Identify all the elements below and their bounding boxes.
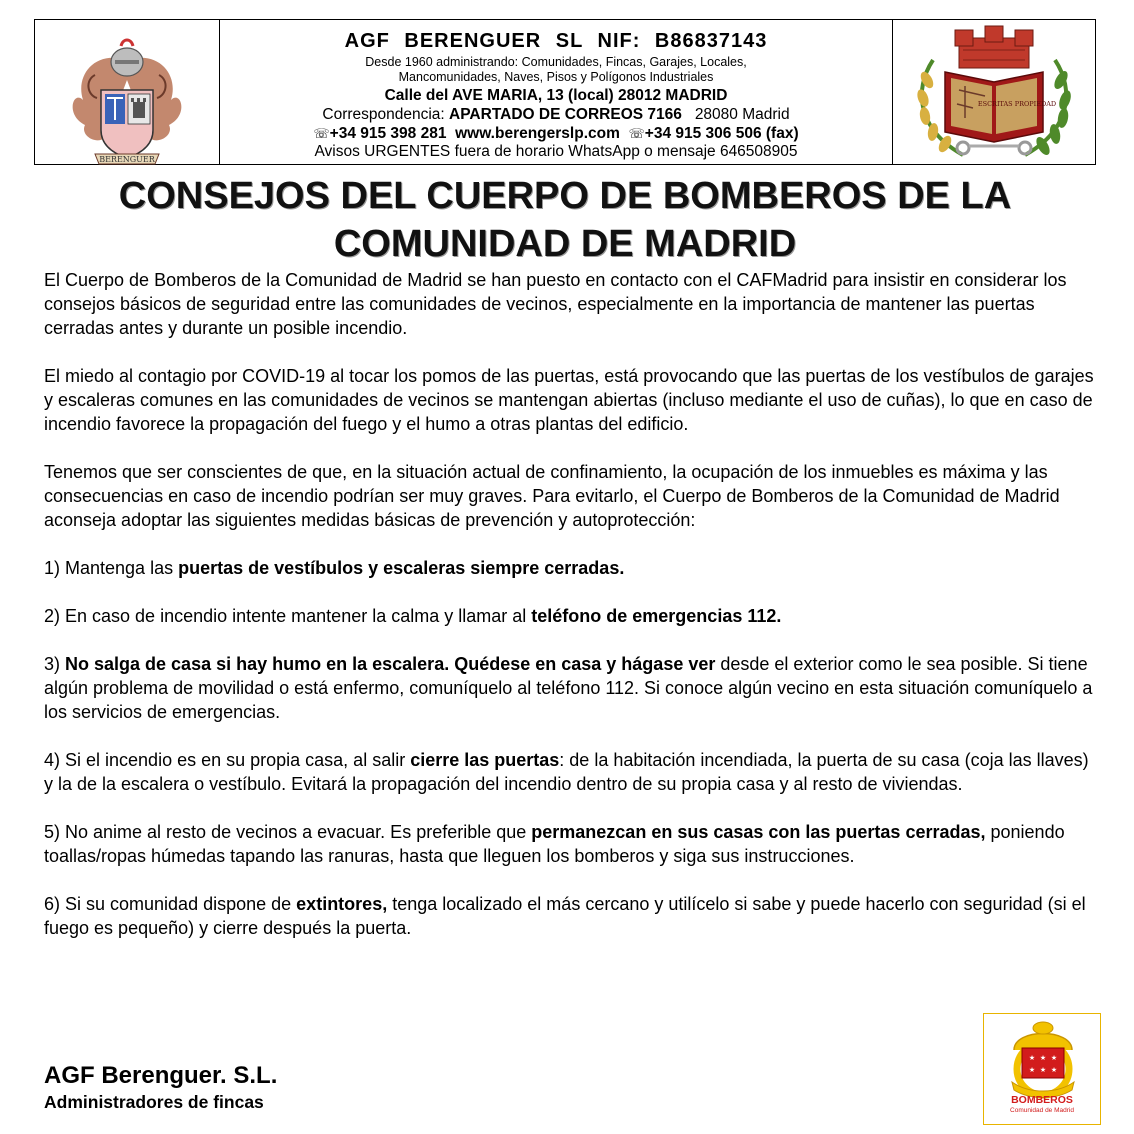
advice-item-6 [44,892,1094,940]
property-administrators-emblem-icon [892,20,1095,164]
paragraph-intro: El Cuerpo de Bomberos de la Comunidad de Madrid se han puesto en contacto con el CAFMadrid para insistir en considerar los consejos básicos de seguridad entre las comunidades de vecinos, especialmente en la importancia de mantener las puertas cerradas antes y durante un posible incendio. [44,270,1067,338]
company-address: Calle del AVE MARIA, 13 (local) 28012 MADRID [384,87,728,104]
correspondence-label: Correspondencia: [322,105,445,123]
advice-emphasis: puertas de vestíbulos y escaleras siempre cerradas. [178,558,625,578]
svg-text:★: ★ [1050,1054,1058,1062]
correspondence-city: 28080 Madrid [694,105,790,123]
website[interactable]: www.berengerslp.com [455,124,620,142]
advice-item-4 [44,748,1094,796]
correspondence-line [220,106,892,124]
paragraph-covid: El miedo al contagio por COVID-19 al tocar los pomos de las puertas, está provocando que las puertas de los vestíbulos de garajes y escaleras comunes en las comunidades de vecinos se mantengan abiertas (incluso mediante el uso de cuñas), lo que en caso de incendio favorece la propagación del fuego y el humo a otras plantas del edificio. [44,366,1094,434]
ribbon-text: BERENGUER [99,155,155,164]
fax-number: +34 915 306 506 (fax) [644,124,799,142]
advice-text: : de la habitación incendiada, la puerta de su casa (coja las llaves) y la de la escalera o vestíbulo. Evitará la propagación del incendio dentro de su propia casa y al resto de viviendas. [44,750,1089,794]
advice-emphasis: extintores, [296,894,388,914]
svg-text:★: ★ [1050,1066,1058,1074]
company-description-1: Desde 1960 administrando: Comunidades, Fincas, Garajes, Locales, [365,55,747,69]
company-name: AGF BERENGUER SL NIF: B86837143 [344,30,768,52]
advice-text: 6) Si su comunidad dispone de [44,894,297,914]
advice-text: 3) [44,654,66,674]
document-body [44,268,1094,940]
urgent-notice: Avisos URGENTES fuera de horario WhatsApp o mensaje 646508905 [314,143,798,161]
advice-item-3 [44,652,1094,724]
bomberos-sublabel: Comunidad de Madrid [1010,1107,1074,1114]
coat-of-arms-icon [35,20,220,164]
telephone-icon: ☏ [628,125,645,141]
advice-text: poniendo toallas/ropas húmedas tapando las ranuras, hasta que lleguen los bomberos y siga sus instrucciones. [44,822,1065,866]
letterhead [34,19,1096,165]
advice-emphasis: No salga de casa si hay humo en la escalera. Quédese en casa y hágase ver [65,654,716,674]
advice-emphasis: cierre las puertas [410,750,560,770]
advice-emphasis: teléfono de emergencias 112. [531,606,782,626]
advice-emphasis: permanezcan en sus casas con las puertas cerradas, [531,822,986,842]
signature-company: AGF Berenguer. S.L. [44,1062,278,1089]
advice-text: tenga localizado el más cercano y utilícelo si sabe y puede hacerlo con seguridad (si el fuego es pequeño) y cierre después la puerta. [44,894,1086,938]
telephone-icon: ☏ [313,125,330,141]
company-description-2: Mancomunidades, Naves, Pisos y Polígonos Industriales [398,70,714,84]
advice-text: 5) No anime al resto de vecinos a evacuar. Es preferible que [44,822,532,842]
advice-item-2 [44,604,1094,628]
advice-text: 4) Si el incendio es en su propia casa, al salir [44,750,411,770]
svg-text:★: ★ [1039,1066,1047,1074]
svg-text:★: ★ [1028,1054,1036,1062]
svg-text:★: ★ [1039,1054,1047,1062]
advice-text: 2) En caso de incendio intente mantener la calma y llamar al [44,606,532,626]
advice-text: 1) Mantenga las [44,558,179,578]
firefighters-badge-icon [983,1013,1101,1125]
advice-item-1 [44,556,1094,580]
svg-text:★: ★ [1028,1066,1036,1074]
book-text: ESCRITAS PROPIEDAD [977,100,1057,108]
signature-role: Administradores de fincas [44,1092,264,1112]
document-title: CONSEJOS DEL CUERPO DE BOMBEROS DE LA COMUNIDAD DE MADRID [118,175,1012,265]
advice-item-5 [44,820,1094,868]
advice-text: desde el exterior como le sea posible. Si tiene algún problema de movilidad o está enfermo, comuníquelo al teléfono 112. Si conoce algún vecino en esta situación comuníquelo a los servicios de emergencias. [44,654,1093,722]
correspondence-value: APARTADO DE CORREOS 7166 [449,105,682,123]
phone-number: +34 915 398 281 [329,124,447,142]
company-info [220,20,892,164]
paragraph-context: Tenemos que ser conscientes de que, en la situación actual de confinamiento, la ocupación de los inmuebles es máxima y las consecuencias en caso de incendio podrían ser muy graves. Para evitarlo, el Cuerpo de Bomberos de la Comunidad de Madrid aconseja adoptar las siguientes medidas básicas de prevención y autoprotección: [44,462,1060,530]
bomberos-label: BOMBEROS [1011,1094,1073,1106]
contact-line [220,125,892,143]
